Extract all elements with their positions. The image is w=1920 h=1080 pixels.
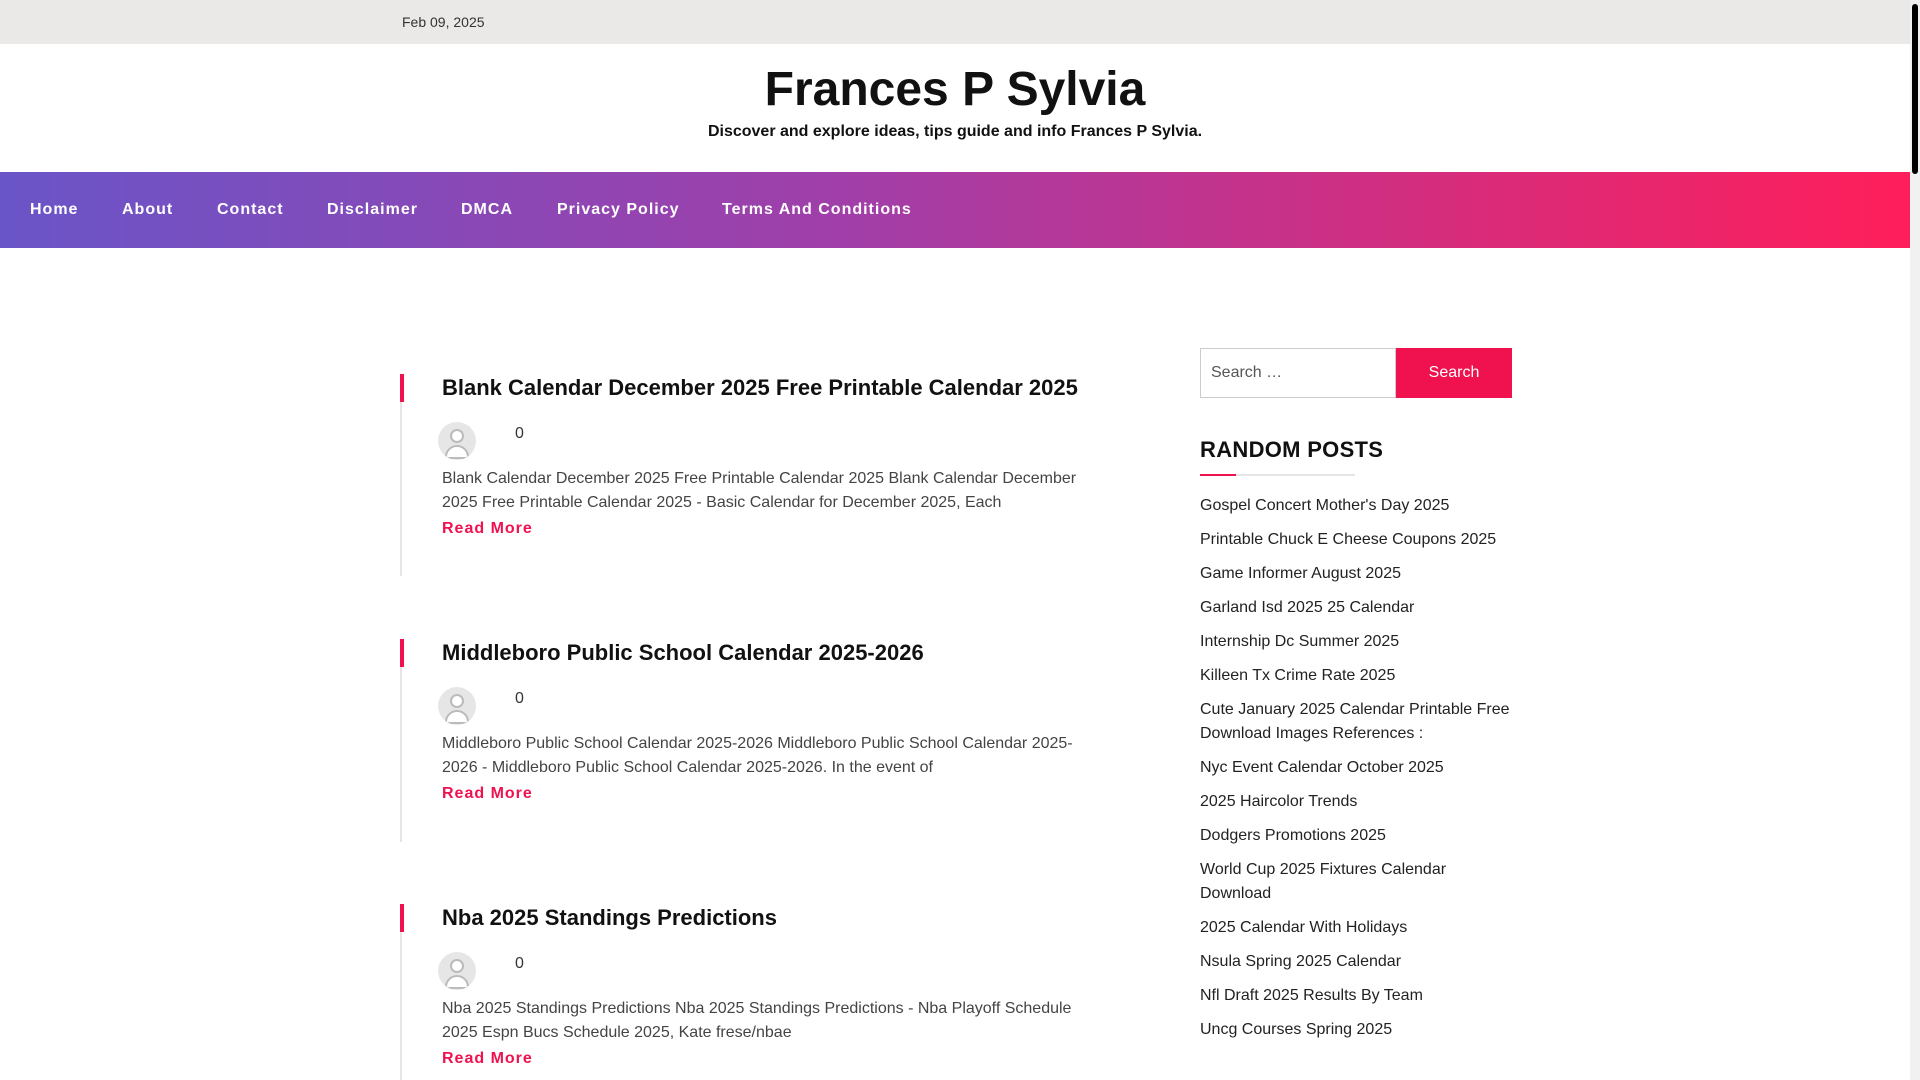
- avatar-head: [450, 959, 464, 973]
- post-excerpt: Nba 2025 Standings Predictions Nba 2025 Standings Predictions - Nba Playoff Schedule 2025 Espn Bucs Schedule 2025, Kate frese/nbae: [442, 1000, 1072, 1041]
- nav-item-home[interactable]: Home: [30, 201, 79, 218]
- random-post-link[interactable]: Game Informer August 2025: [1200, 565, 1401, 582]
- avatar-body: [445, 710, 469, 724]
- post-accent-bar: [400, 904, 404, 932]
- nav-item-privacy-policy[interactable]: Privacy Policy: [557, 201, 680, 218]
- post-accent-bar: [400, 639, 404, 667]
- author-avatar-icon[interactable]: [438, 952, 476, 990]
- nav-item-about[interactable]: About: [122, 201, 174, 218]
- random-post-link[interactable]: Printable Chuck E Cheese Coupons 2025: [1200, 531, 1497, 548]
- search-input[interactable]: [1200, 348, 1396, 398]
- post-accent-bar: [400, 374, 404, 402]
- random-post-link[interactable]: Nyc Event Calendar October 2025: [1200, 759, 1444, 776]
- random-post-link[interactable]: 2025 Calendar With Holidays: [1200, 919, 1408, 936]
- post-excerpt: Blank Calendar December 2025 Free Printable Calendar 2025 Blank Calendar December 2025 Free Printable Calendar 2025 - Basic Calendar for December 2025, Each: [442, 470, 1077, 511]
- search-button[interactable]: Search: [1396, 348, 1512, 398]
- site-title[interactable]: Frances P Sylvia: [764, 63, 1146, 116]
- random-post-link[interactable]: 2025 Haircolor Trends: [1200, 793, 1358, 810]
- random-post-link[interactable]: Internship Dc Summer 2025: [1200, 633, 1400, 650]
- site-tagline: Discover and explore ideas, tips guide and info Frances P Sylvia.: [707, 123, 1203, 140]
- comment-count[interactable]: 0: [515, 955, 524, 972]
- avatar-head: [450, 694, 464, 708]
- author-avatar-icon[interactable]: [438, 687, 476, 725]
- avatar-body: [445, 975, 469, 989]
- random-post-link[interactable]: World Cup 2025 Fixtures Calendar Download: [1200, 861, 1447, 902]
- comment-count[interactable]: 0: [515, 425, 524, 442]
- heading-divider: [1200, 474, 1355, 476]
- nav-item-contact[interactable]: Contact: [217, 201, 284, 218]
- current-date: Feb 09, 2025: [402, 14, 485, 30]
- random-post-link[interactable]: Cute January 2025 Calendar Printable Free Download Images References :: [1200, 701, 1510, 742]
- random-post-link[interactable]: Uncg Courses Spring 2025: [1200, 1021, 1393, 1038]
- random-post-link[interactable]: Nfl Draft 2025 Results By Team: [1200, 987, 1423, 1004]
- random-posts-list: [1200, 494, 1510, 1052]
- random-post-link[interactable]: Killeen Tx Crime Rate 2025: [1200, 667, 1396, 684]
- nav-item-terms-and-conditions[interactable]: Terms And Conditions: [722, 201, 912, 218]
- random-post-link[interactable]: Gospel Concert Mother's Day 2025: [1200, 497, 1450, 514]
- post-card: [400, 904, 1102, 1080]
- post-title[interactable]: Middleboro Public School Calendar 2025-2026: [442, 640, 924, 665]
- post-title[interactable]: Nba 2025 Standings Predictions: [442, 905, 777, 930]
- nav-item-dmca[interactable]: DMCA: [461, 201, 513, 218]
- post-title[interactable]: Blank Calendar December 2025 Free Printable Calendar 2025: [442, 375, 1078, 400]
- page-scrollbar[interactable]: [1910, 0, 1920, 1080]
- read-more-link[interactable]: Read More: [442, 520, 533, 537]
- random-posts-heading: RANDOM POSTS: [1200, 437, 1384, 462]
- post-excerpt: Middleboro Public School Calendar 2025-2026 Middleboro Public School Calendar 2025-2026 - Middleboro Public School Calendar 2025-2026. In the event of: [442, 735, 1073, 776]
- nav-item-disclaimer[interactable]: Disclaimer: [327, 201, 418, 218]
- post-card: [400, 639, 1102, 842]
- main-navigation: [0, 172, 1910, 248]
- random-post-link[interactable]: Nsula Spring 2025 Calendar: [1200, 953, 1402, 970]
- author-avatar-icon[interactable]: [438, 422, 476, 460]
- scrollbar-thumb[interactable]: [1912, 4, 1918, 174]
- top-bar: [0, 0, 1910, 44]
- heading-divider-accent: [1200, 474, 1236, 476]
- post-card: [400, 374, 1102, 576]
- avatar-head: [450, 429, 464, 443]
- random-post-link[interactable]: Dodgers Promotions 2025: [1200, 827, 1386, 844]
- read-more-link[interactable]: Read More: [442, 1050, 533, 1067]
- random-post-link[interactable]: Garland Isd 2025 25 Calendar: [1200, 599, 1415, 616]
- comment-count[interactable]: 0: [515, 690, 524, 707]
- read-more-link[interactable]: Read More: [442, 785, 533, 802]
- avatar-body: [445, 445, 469, 459]
